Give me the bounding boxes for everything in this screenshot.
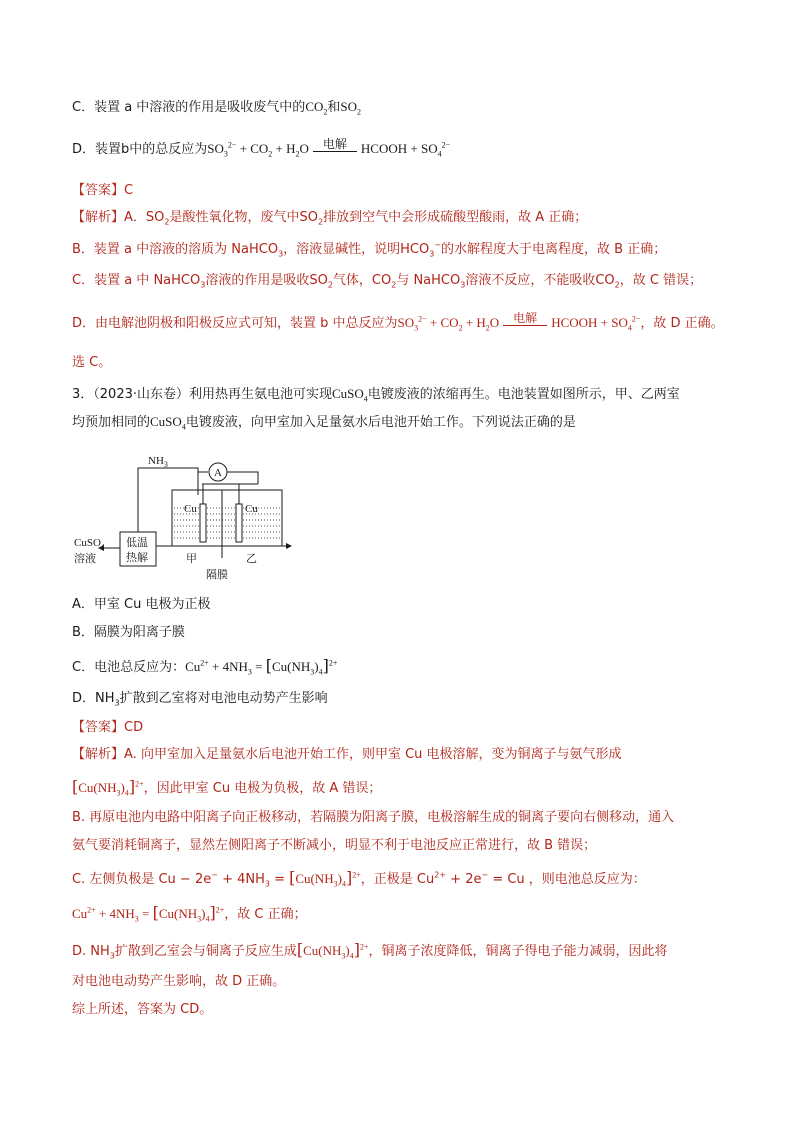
q2-answer: 【答案】C: [72, 183, 134, 198]
q3-analysis-b2: 氨气要消耗铜离子，显然左侧阳离子不断减小，明显不利于电池反应正常进行，故 B 错误；: [72, 838, 597, 853]
q3-answer: 【答案】CD: [72, 720, 144, 735]
q3-option-a: A．甲室 Cu 电极为正极: [72, 597, 211, 612]
q3-summary: 综上所述，答案为 CD。: [72, 1002, 213, 1017]
q3-stem-line2: 均预加相同的CuSO$_4$电镀废液，向甲室加入足量氨水后电池开始工作。下列说法正确的是: [72, 414, 576, 432]
room-jia-label: 甲: [186, 552, 197, 565]
electrolysis-arrow: 电解: [311, 140, 359, 160]
ammonia-battery-diagram: [72, 450, 312, 590]
svg-text:热解: 热解: [126, 551, 148, 564]
electrolysis-arrow-2: 电解: [501, 314, 549, 334]
q3-option-b: B．隔膜为阳离子膜: [72, 625, 185, 640]
q2-option-d: D．装置b中的总反应为$SO_3^{2-} + CO_2 + H_2O$ 电解 HCOOH + $SO_4^{2-}$: [72, 136, 451, 159]
q3-option-d: D．$NH_3$扩散到乙室将对电池电动势产生影响: [72, 691, 328, 708]
svg-text:低温: 低温: [126, 536, 148, 549]
q2-analysis-b: B．装置 a 中溶液的溶质为 NaHCO$_3$，溶液显碱性，说明$HCO_3^-$的水解程度大于电离程度，故 B 正确；: [72, 240, 667, 259]
q3-analysis-c1: C. 左侧负极是 $Cu - 2e^- + 4NH_3 = [Cu(NH_3)_4]^{2+}$，正极是 $Cu^{2+} + 2e^- = Cu$ ，则电池总反应为：: [72, 868, 646, 889]
q3-analysis-c2: $Cu^{2+} + 4NH_3 = [Cu(NH_3)_4]^{2+}$，故 C 正确；: [72, 903, 307, 924]
cu-electrode-left: [200, 504, 206, 542]
svg-text:Cu: Cu: [184, 503, 197, 515]
room-yi-label: 乙: [246, 552, 257, 565]
q2-analysis-c: C．装置 a 中 NaHCO$_3$溶液的作用是吸收$SO_2$气体，$CO_2$与 NaHCO$_3$溶液不反应，不能吸收$CO_2$，故 C 错误；: [72, 273, 703, 290]
q3-analysis-b1: B. 再原电池内电路中阳离子向正极移动，若隔膜为阳离子膜，电极溶解生成的铜离子要向右侧移动，通入: [72, 810, 675, 825]
q3-analysis-d1: D. $NH_3$扩散到乙室会与铜离子反应生成$[Cu(NH_3)_4]^{2+}$，铜离子浓度降低，铜离子得电子能力减弱，因此将: [72, 940, 668, 961]
q2-choose: 选 C。: [72, 355, 112, 370]
q2-analysis-a: 【解析】A．$SO_2$是酸性氧化物，废气中$SO_2$排放到空气中会形成硫酸型酸雨，故 A 正确；: [72, 210, 588, 227]
cell-tank: [172, 490, 282, 546]
q2-analysis-d: D．由电解池阴极和阳极反应式可知，装置 b 中总反应为$SO_3^{2-} + CO_2 + H_2O$ 电解 HCOOH + $SO_4^{2-}$，故 D 正确。: [72, 310, 724, 333]
q2-option-c: C．装置 a 中溶液的作用是吸收废气中的$CO_2$和$SO_2$: [72, 99, 362, 117]
membrane-label: 隔膜: [206, 568, 228, 581]
q3-analysis-d2: 对电池电动势产生影响，故 D 正确。: [72, 974, 286, 989]
svg-text:Cu: Cu: [245, 503, 258, 515]
cuso4-label: CuSO$_4$: [74, 537, 105, 551]
svg-text:A: A: [214, 467, 222, 479]
svg-text:溶液: 溶液: [74, 552, 96, 565]
q3-option-c: C．电池总反应为：$Cu^{2+} + 4NH_3 = [Cu(NH_3)_4]^{2+}$: [72, 656, 338, 677]
nh3-label: $NH_3$: [148, 455, 168, 469]
q3-analysis-a2: $[Cu(NH_3)_4]^{2+}$，因此甲室 Cu 电极为负极，故 A 错误；: [72, 777, 382, 798]
q3-analysis-a1: 【解析】A. 向甲室加入足量氨水后电池开始工作，则甲室 Cu 电极溶解，变为铜离子与氨气形成: [72, 747, 622, 762]
q3-stem-line1: 3．（2023·山东卷）利用热再生氨电池可实现CuSO$_4$电镀废液的浓缩再生。电池装置如图所示，甲、乙两室: [72, 386, 680, 404]
cu-electrode-right: [236, 504, 242, 542]
